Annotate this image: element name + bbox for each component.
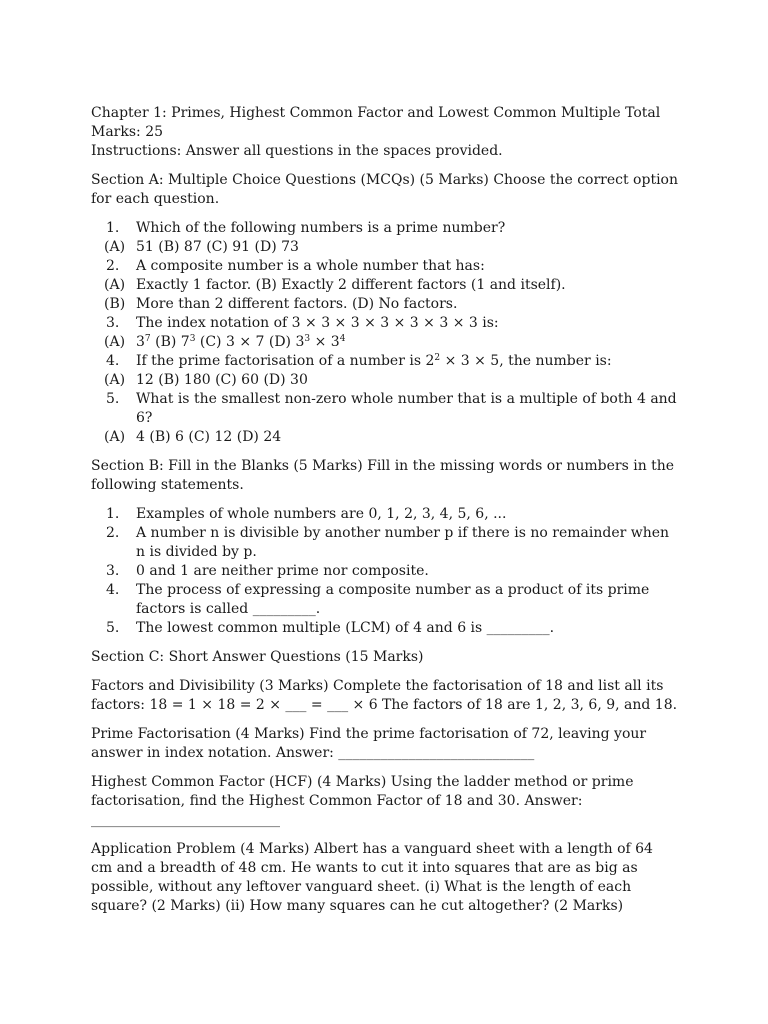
list-item: 3. The index notation of 3 × 3 × 3 × 3 × 3 × 3 × 3 is: [106, 315, 499, 331]
list-item: 1. Examples of whole numbers are 0, 1, 2, 3, 4, 5, 6, ... [106, 506, 507, 522]
list-item: 5. The lowest common multiple (LCM) of 4 and 6 is _________. [106, 620, 555, 636]
list-item: 1. Which of the following numbers is a prime number? [106, 220, 506, 236]
question-hcf: Highest Common Factor (HCF) (4 Marks) Using the ladder method or prime factorisation, find the Highest Common Factor of 18 and 30. Answer: ___________________________ [91, 774, 634, 828]
list-item: (A) 4 (B) 6 (C) 12 (D) 24 [104, 429, 282, 445]
section-c-heading: Section C: Short Answer Questions (15 Marks) [91, 649, 424, 665]
list-item: (A) 12 (B) 180 (C) 60 (D) 30 [104, 372, 308, 388]
question-factors-divisibility: Factors and Divisibility (3 Marks) Complete the factorisation of 18 and list all its factors: 18 = 1 × 18 = 2 × ___ = ___ × 6 The factors of 18 are 1, 2, 3, 6, 9, and 18. [91, 678, 678, 713]
list-item: 3. 0 and 1 are neither prime nor composite. [106, 563, 429, 579]
instructions: Instructions: Answer all questions in the spaces provided. [91, 143, 503, 159]
list-item: (A) $3^7$ (B) $7^3$ (C) 3 × 7 (D) $3^3 \times 3^4$ [104, 334, 346, 350]
list-item: 2. A composite number is a whole number that has: [106, 258, 485, 274]
section-a-heading: Section A: Multiple Choice Questions (MCQs) (5 Marks) Choose the correct option for each question. [91, 172, 678, 207]
document-header [91, 104, 678, 161]
list-item: (B) More than 2 different factors. (D) No factors. [104, 296, 458, 312]
section-a-questions [91, 219, 678, 447]
chapter-title: Chapter 1: Primes, Highest Common Factor and Lowest Common Multiple Total Marks: 25 [91, 105, 661, 140]
list-item: 2. A number n is divisible by another number p if there is no remainder when n is divided by p. [106, 525, 670, 560]
list-item: 4. The process of expressing a composite number as a product of its prime factors is called _________. [106, 582, 650, 617]
question-application-problem: Application Problem (4 Marks) Albert has a vanguard sheet with a length of 64 cm and a breadth of 48 cm. He wants to cut it into squares that are as big as possible, without any leftover vanguard sheet. (i) What is the length of each square? (2 Marks) (ii) How many squares can he cut altogether? (2 Marks) [91, 841, 653, 914]
list-item: 5. What is the smallest non-zero whole number that is a multiple of both 4 and 6? [106, 391, 677, 426]
list-item: (A) Exactly 1 factor. (B) Exactly 2 different factors (1 and itself). [104, 277, 566, 293]
list-item: 4. If the prime factorisation of a number is $2^2 \times 3 \times 5$, the number is: [106, 353, 612, 369]
section-b-statements [91, 505, 678, 638]
list-item: (A) 51 (B) 87 (C) 91 (D) 73 [104, 239, 299, 255]
section-b-heading: Section B: Fill in the Blanks (5 Marks) Fill in the missing words or numbers in the following statements. [91, 458, 675, 493]
question-prime-factorisation: Prime Factorisation (4 Marks) Find the prime factorisation of 72, leaving your answer in index notation. Answer: ____________________________ [91, 726, 647, 761]
